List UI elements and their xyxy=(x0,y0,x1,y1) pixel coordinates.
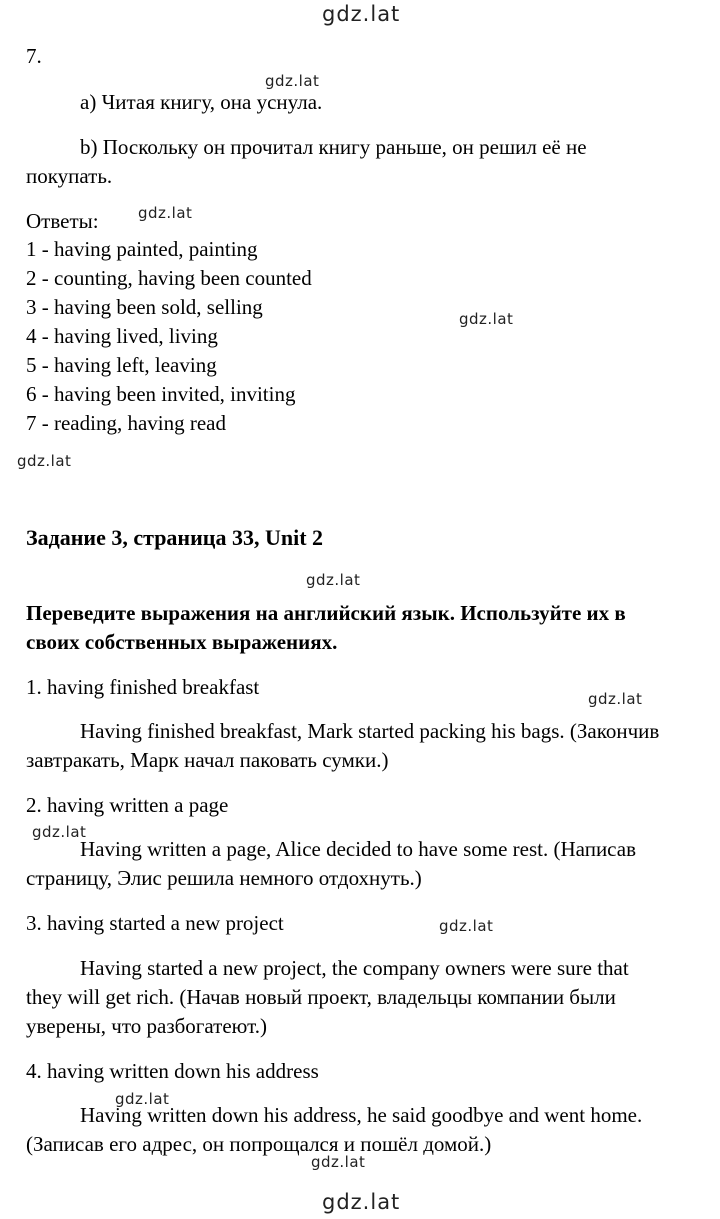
answer-item: 7 - reading, having read xyxy=(26,411,227,435)
answer-item: 5 - having left, leaving xyxy=(26,353,217,377)
watermark: gdz.lat xyxy=(32,823,87,841)
phrase-example: Having written down his address, he said goodbye and went home. xyxy=(80,1103,643,1127)
phrase-example-cont: страницу, Элис решила немного отдохнуть.) xyxy=(26,866,422,890)
phrase-example: Having started a new project, the company owners were sure that xyxy=(80,956,629,980)
exercise-number: 7. xyxy=(26,44,42,68)
phrase-heading: 4. having written down his address xyxy=(26,1059,319,1083)
watermark: gdz.lat xyxy=(17,452,72,470)
answer-item: 2 - counting, having been counted xyxy=(26,266,312,290)
watermark: gdz.lat xyxy=(439,917,494,935)
phrase-heading: 1. having finished breakfast xyxy=(26,675,260,699)
phrase-example-cont: (Записав его адрес, он попрощался и пошёл домой.) xyxy=(26,1132,492,1156)
exercise-item-a: a) Читая книгу, она уснула. xyxy=(80,90,323,114)
phrase-example-cont: they will get rich. (Начав новый проект, владельцы компании были xyxy=(26,985,616,1009)
watermark-top: gdz.lat xyxy=(322,2,401,26)
watermark: gdz.lat xyxy=(115,1090,170,1108)
watermark: gdz.lat xyxy=(588,690,643,708)
watermark: gdz.lat xyxy=(306,571,361,589)
watermark: gdz.lat xyxy=(459,310,514,328)
phrase-heading: 2. having written a page xyxy=(26,793,229,817)
phrase-heading: 3. having started a new project xyxy=(26,911,284,935)
answers-heading: Ответы: xyxy=(26,209,99,233)
answer-item: 1 - having painted, painting xyxy=(26,237,258,261)
task-title: Задание 3, страница 33, Unit 2 xyxy=(26,525,324,550)
answer-item: 3 - having been sold, selling xyxy=(26,295,263,319)
watermark-bottom: gdz.lat xyxy=(322,1190,401,1214)
watermark: gdz.lat xyxy=(265,72,320,90)
watermark: gdz.lat xyxy=(311,1153,366,1171)
task-instruction: Переведите выражения на английский язык. Используйте их в xyxy=(26,601,626,625)
phrase-example-cont: уверены, что разбогатеют.) xyxy=(26,1014,267,1038)
watermark: gdz.lat xyxy=(138,204,193,222)
exercise-item-b-cont: покупать. xyxy=(26,164,113,188)
answer-item: 6 - having been invited, inviting xyxy=(26,382,296,406)
answer-item: 4 - having lived, living xyxy=(26,324,218,348)
task-instruction-cont: своих собственных выражениях. xyxy=(26,630,338,654)
phrase-example: Having written a page, Alice decided to have some rest. (Написав xyxy=(80,837,636,861)
phrase-example: Having finished breakfast, Mark started packing his bags. (Закончив xyxy=(80,719,660,743)
exercise-item-b: b) Поскольку он прочитал книгу раньше, он решил её не xyxy=(80,135,587,159)
phrase-example-cont: завтракать, Марк начал паковать сумки.) xyxy=(26,748,389,772)
